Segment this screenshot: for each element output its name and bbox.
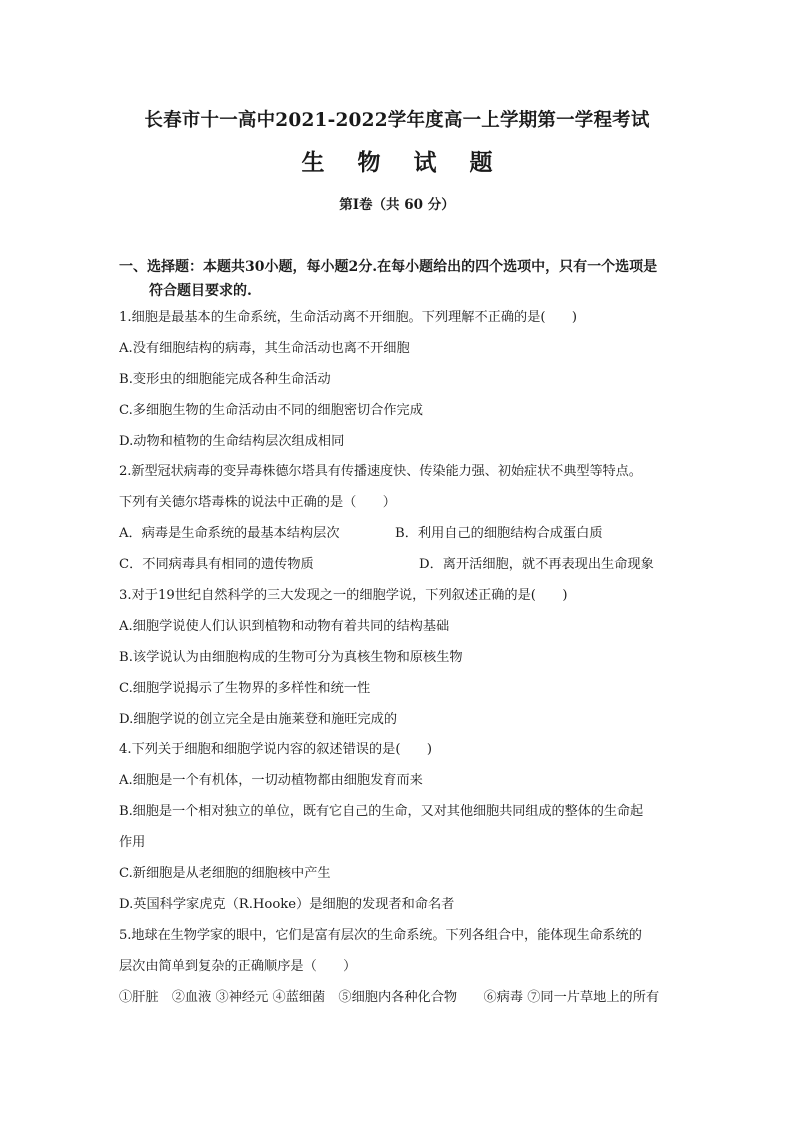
- question-4-option-b-line1: B.细胞是一个相对独立的单位，既有它自己的生命，又对其他细胞共同组成的整体的生命起: [119, 804, 644, 820]
- question-2-option-c: C．不同病毒具有相同的遗传物质: [119, 557, 314, 573]
- question-1-option-d: D.动物和植物的生命结构层次组成相同: [119, 433, 345, 449]
- question-5-items: ①肝脏 ②血液 ③神经元 ④蓝细菌 ⑤细胞内各种化合物 ⑥病毒 ⑦同一片草地上的所有: [119, 989, 660, 1005]
- section-instructions: [119, 255, 684, 303]
- question-list: [119, 308, 689, 1018]
- volume-heading: 第Ⅰ卷（共 60 分）: [339, 197, 455, 213]
- question-2-option-a: A．病毒是生命系统的最基本结构层次: [119, 526, 340, 542]
- question-4-option-a: A.细胞是一个有机体，一切动植物都由细胞发育而来: [119, 773, 423, 789]
- question-2-stem-line2: 下列有关德尔塔毒株的说法中正确的是（ ）: [119, 495, 396, 511]
- question-2-option-d: D．离开活细胞，就不再表现出生命现象: [419, 557, 654, 573]
- question-4-option-b-line2: 作用: [119, 835, 146, 851]
- section-instructions-line2: 符合题目要求的.: [149, 283, 252, 299]
- question-5-stem-line2: 层次由简单到复杂的正确顺序是（ ）: [119, 958, 357, 974]
- question-3-option-a: A.细胞学说使人们认识到植物和动物有着共同的结构基础: [119, 618, 450, 634]
- question-3-option-d: D.细胞学说的创立完全是由施莱登和施旺完成的: [119, 711, 398, 727]
- question-5-stem-line1: 5.地球在生物学家的眼中，它们是富有层次的生命系统。下列各组合中，能体现生命系统的: [119, 927, 642, 943]
- question-4-option-d: D.英国科学家虎克（R.Hooke）是细胞的发现者和命名者: [119, 896, 455, 912]
- question-2-option-b: B．利用自己的细胞结构合成蛋白质: [395, 526, 603, 542]
- question-1-option-b: B.变形虫的细胞能完成各种生命活动: [119, 371, 331, 387]
- question-1-stem: 1.细胞是最基本的生命系统，生命活动离不开细胞。下列理解不正确的是( ): [119, 310, 578, 325]
- question-2-stem-line1: 2.新型冠状病毒的变异毒株德尔塔具有传播速度快、传染能力强、初始症状不典型等特点。: [119, 464, 642, 480]
- question-2-options-ab: [119, 524, 689, 555]
- question-3-option-b: B.该学说认为由细胞构成的生物可分为真核生物和原核生物: [119, 649, 463, 665]
- question-4-option-c: C.新细胞是从老细胞的细胞核中产生: [119, 866, 331, 882]
- exam-title: 长春市十一高中2021-2022学年度高一上学期第一学程考试: [144, 110, 650, 131]
- subject-heading: 生物试题: [301, 149, 526, 176]
- question-4-stem: 4.下列关于细胞和细胞学说内容的叙述错误的是( ): [119, 742, 432, 758]
- question-3-option-c: C.细胞学说揭示了生物界的多样性和统一性: [119, 680, 371, 696]
- question-3-stem: 3.对于19世纪自然科学的三大发现之一的细胞学说，下列叙述正确的是( ): [119, 588, 568, 604]
- question-2-options-cd: [119, 555, 689, 586]
- question-1-option-a: A.没有细胞结构的病毒，其生命活动也离不开细胞: [119, 340, 410, 356]
- question-1-option-c: C.多细胞生物的生命活动由不同的细胞密切合作完成: [119, 402, 423, 418]
- section-instructions-line1: 一、选择题：本题共30小题，每小题2分.在每小题给出的四个选项中，只有一个选项是: [119, 259, 658, 275]
